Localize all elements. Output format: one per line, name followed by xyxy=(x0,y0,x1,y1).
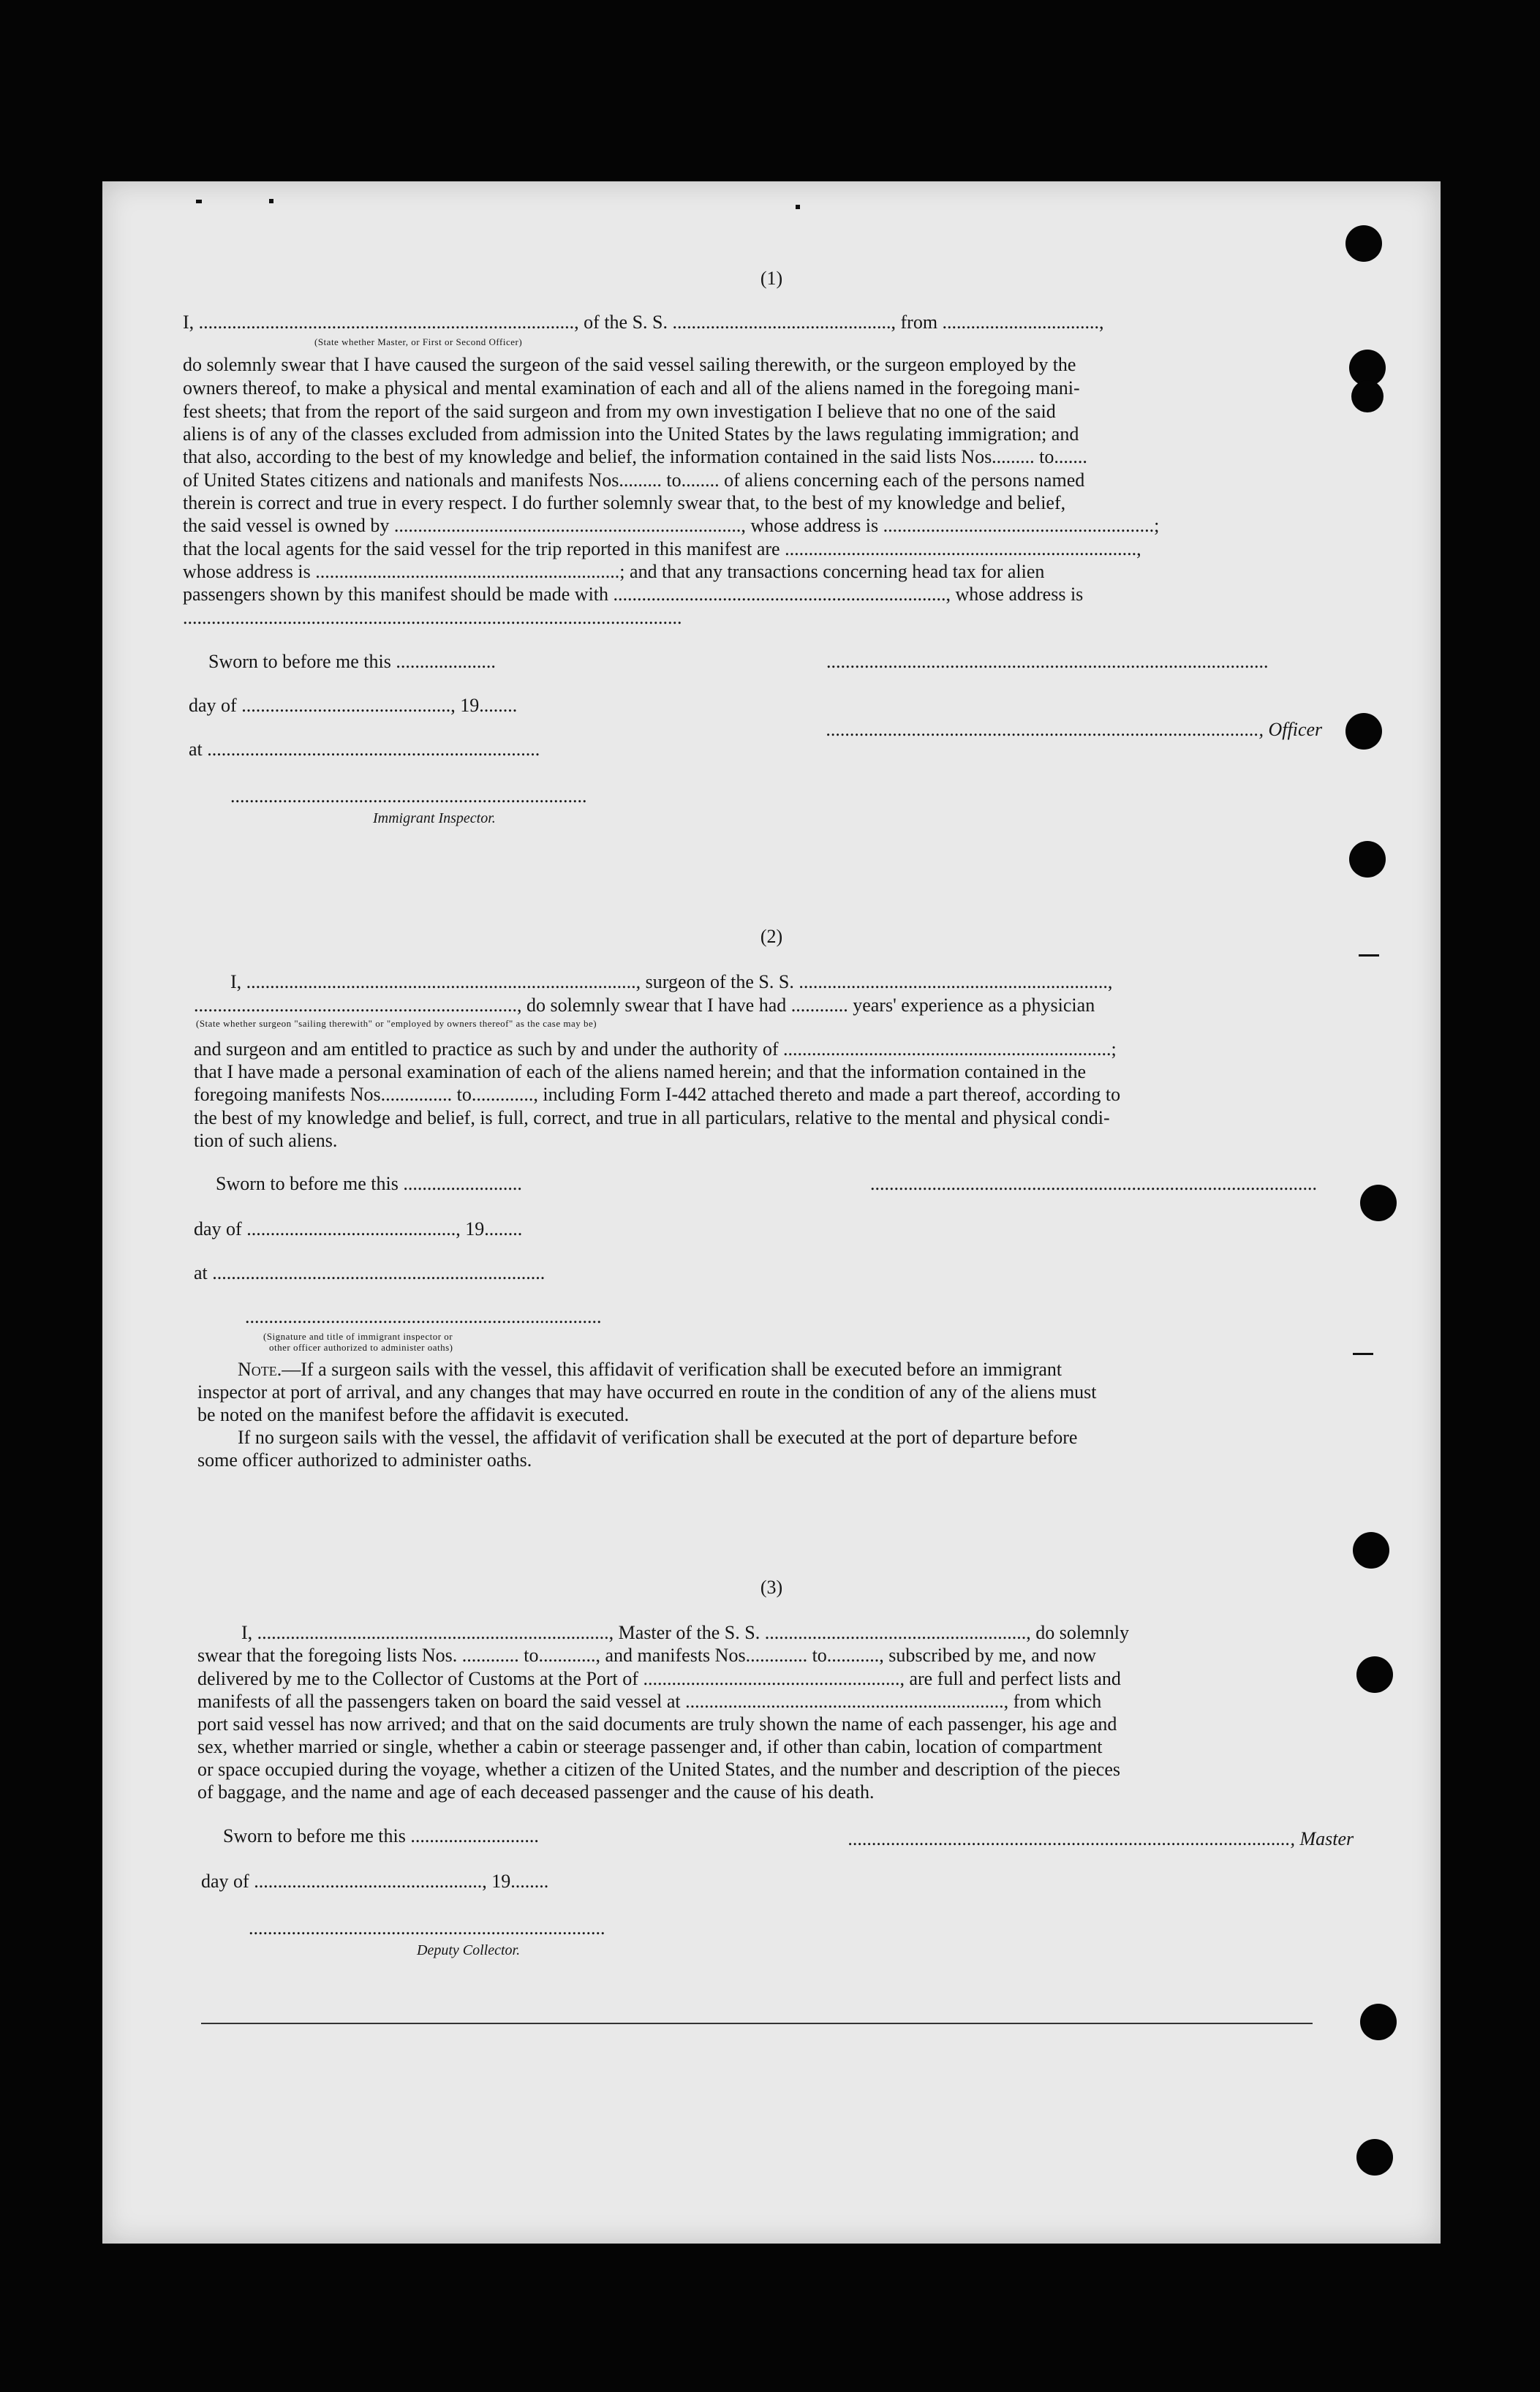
master-signature-line: ............................................................................................., Master xyxy=(848,1828,1354,1849)
officer-line: ..........................................................................................., Officer xyxy=(826,719,1323,740)
body-line: delivered by me to the Collector of Customs at the Port of ......................................................, are full and perfect lists and xyxy=(197,1668,1121,1689)
body-line: of baggage, and the name and age of each deceased passenger and the cause of his death. xyxy=(197,1781,875,1803)
margin-mark xyxy=(1359,954,1379,957)
margin-mark xyxy=(1353,1353,1373,1355)
note-line: inspector at port of arrival, and any changes that may have occurred en route in the condition of any of the aliens must xyxy=(197,1381,1097,1403)
body-line: passengers shown by this manifest should be made with ......................................................................, whose address is xyxy=(183,584,1084,605)
inspector-label: Immigrant Inspector. xyxy=(373,810,496,826)
day-of-line: day of ............................................, 19........ xyxy=(194,1218,523,1240)
master-name-line: I, ..............................................................................., of the S. S. .............................................., from ................................., xyxy=(183,312,1104,333)
master-title-note: (State whether Master, or First or Second Officer) xyxy=(314,336,523,347)
signature-note: other officer authorized to administer oaths) xyxy=(269,1342,453,1353)
note-line xyxy=(238,1359,1062,1381)
binder-hole xyxy=(1345,225,1382,262)
body-line: do solemnly swear that I have caused the surgeon of the said vessel sailing therewith, or the surgeon employed by the xyxy=(183,354,1076,375)
body-line: the said vessel is owned by ........................................................................., whose address is .........................................................; xyxy=(183,515,1160,536)
body-line: fest sheets; that from the report of the said surgeon and from my own investigation I believe that no one of the said xyxy=(183,401,1056,422)
day-of-line: day of ................................................, 19........ xyxy=(201,1871,549,1892)
binder-hole xyxy=(1351,380,1384,412)
body-line: sex, whether married or single, whether a cabin or steerage passenger and, if other than cabin, location of compartment xyxy=(197,1736,1103,1757)
paper-speck xyxy=(196,200,202,203)
binder-hole xyxy=(1356,2139,1393,2176)
binder-hole xyxy=(1345,713,1382,750)
paper-speck xyxy=(796,205,800,209)
sworn-line: Sworn to before me this ..................... xyxy=(208,651,496,672)
day-of-line: day of ............................................, 19........ xyxy=(189,695,518,716)
binder-hole xyxy=(1360,1185,1397,1221)
body-line: I, .........................................................................., Master of the S. S. ......................................................., do solemnly xyxy=(241,1622,1130,1643)
body-line: of United States citizens and nationals and manifests Nos......... to........ of aliens concerning each of the persons named xyxy=(183,469,1085,491)
sworn-line: Sworn to before me this ......................... xyxy=(216,1173,522,1194)
binder-hole xyxy=(1360,2004,1397,2040)
body-line: aliens is of any of the classes excluded from admission into the United States by the laws regulating immigration; and xyxy=(183,423,1079,445)
surgeon-name-line: I, .................................................................................., surgeon of the S. S. ................................................................., xyxy=(230,971,1113,992)
section-3-heading: (3) xyxy=(760,1577,783,1598)
surgeon-type-note: (State whether surgeon "sailing therewith" or "employed by owners thereof" as the case may be) xyxy=(196,1018,597,1029)
inspector-line: ........................................................................... xyxy=(230,785,587,807)
signature-line: ............................................................................................. xyxy=(826,651,1269,672)
paper-speck xyxy=(269,199,273,203)
at-line: at ...................................................................... xyxy=(189,739,540,760)
note-line: some officer authorized to administer oaths. xyxy=(197,1449,532,1471)
body-line: that the local agents for the said vessel for the trip reported in this manifest are .........................................................................., xyxy=(183,538,1141,559)
note-label: Note. xyxy=(238,1359,282,1380)
binder-hole xyxy=(1356,1656,1393,1693)
body-line: or space occupied during the voyage, whether a citizen of the United States, and the number and description of the pieces xyxy=(197,1759,1121,1780)
body-line: whose address is ................................................................; and that any transactions concerning head tax for alien xyxy=(183,561,1045,582)
section-1-heading: (1) xyxy=(760,268,783,289)
signature-note: (Signature and title of immigrant inspector or xyxy=(263,1331,453,1342)
binder-hole xyxy=(1353,1532,1389,1569)
body-line: swear that the foregoing lists Nos. ............ to............, and manifests Nos............. to..........., subscribed by me, and now xyxy=(197,1645,1097,1666)
sworn-line: Sworn to before me this ........................... xyxy=(223,1825,539,1846)
binder-hole xyxy=(1349,841,1386,878)
body-line: ......................................................................................................... xyxy=(183,607,682,628)
section-2-heading: (2) xyxy=(760,926,783,947)
bottom-rule xyxy=(201,2023,1313,2024)
note-text: —If a surgeon sails with the vessel, this affidavit of verification shall be executed before an immigrant xyxy=(282,1359,1062,1380)
body-line: tion of such aliens. xyxy=(194,1130,338,1151)
body-line: and surgeon and am entitled to practice as such by and under the authority of .....................................................................; xyxy=(194,1038,1117,1060)
body-line: owners thereof, to make a physical and mental examination of each and all of the aliens named in the foregoing mani- xyxy=(183,377,1080,399)
note-line: be noted on the manifest before the affidavit is executed. xyxy=(197,1404,630,1425)
body-line: the best of my knowledge and belief, is full, correct, and true in all particulars, relative to the mental and physical condi- xyxy=(194,1107,1110,1128)
body-line: that I have made a personal examination of each of the aliens named herein; and that the information contained in the xyxy=(194,1061,1087,1082)
surgeon-type-line: ...................................................................., do solemnly swear that I have had ............ years' experience as a physician xyxy=(194,995,1095,1016)
body-line: that also, according to the best of my knowledge and belief, the information contained in the said lists Nos......... to....... xyxy=(183,446,1087,467)
at-line: at ...................................................................... xyxy=(194,1262,546,1283)
body-line: manifests of all the passengers taken on board the said vessel at ..................................................................., from which xyxy=(197,1691,1102,1712)
inspector-signature-line: ........................................................................... xyxy=(245,1306,602,1327)
note-line: If no surgeon sails with the vessel, the affidavit of verification shall be executed at the port of departure before xyxy=(238,1427,1078,1448)
body-line: therein is correct and true in every respect. I do further solemnly swear that, to the best of my knowledge and belief, xyxy=(183,492,1066,513)
body-line: port said vessel has now arrived; and that on the said documents are truly shown the name of each passenger, his age and xyxy=(197,1713,1117,1735)
form-sheet xyxy=(102,181,1441,2244)
body-line: foregoing manifests Nos............... to............., including Form I-442 attached thereto and made a part thereof, according to xyxy=(194,1084,1121,1105)
collector-line: ........................................................................... xyxy=(249,1917,605,1939)
signature-line: .............................................................................................. xyxy=(870,1173,1317,1194)
collector-label: Deputy Collector. xyxy=(417,1942,521,1958)
